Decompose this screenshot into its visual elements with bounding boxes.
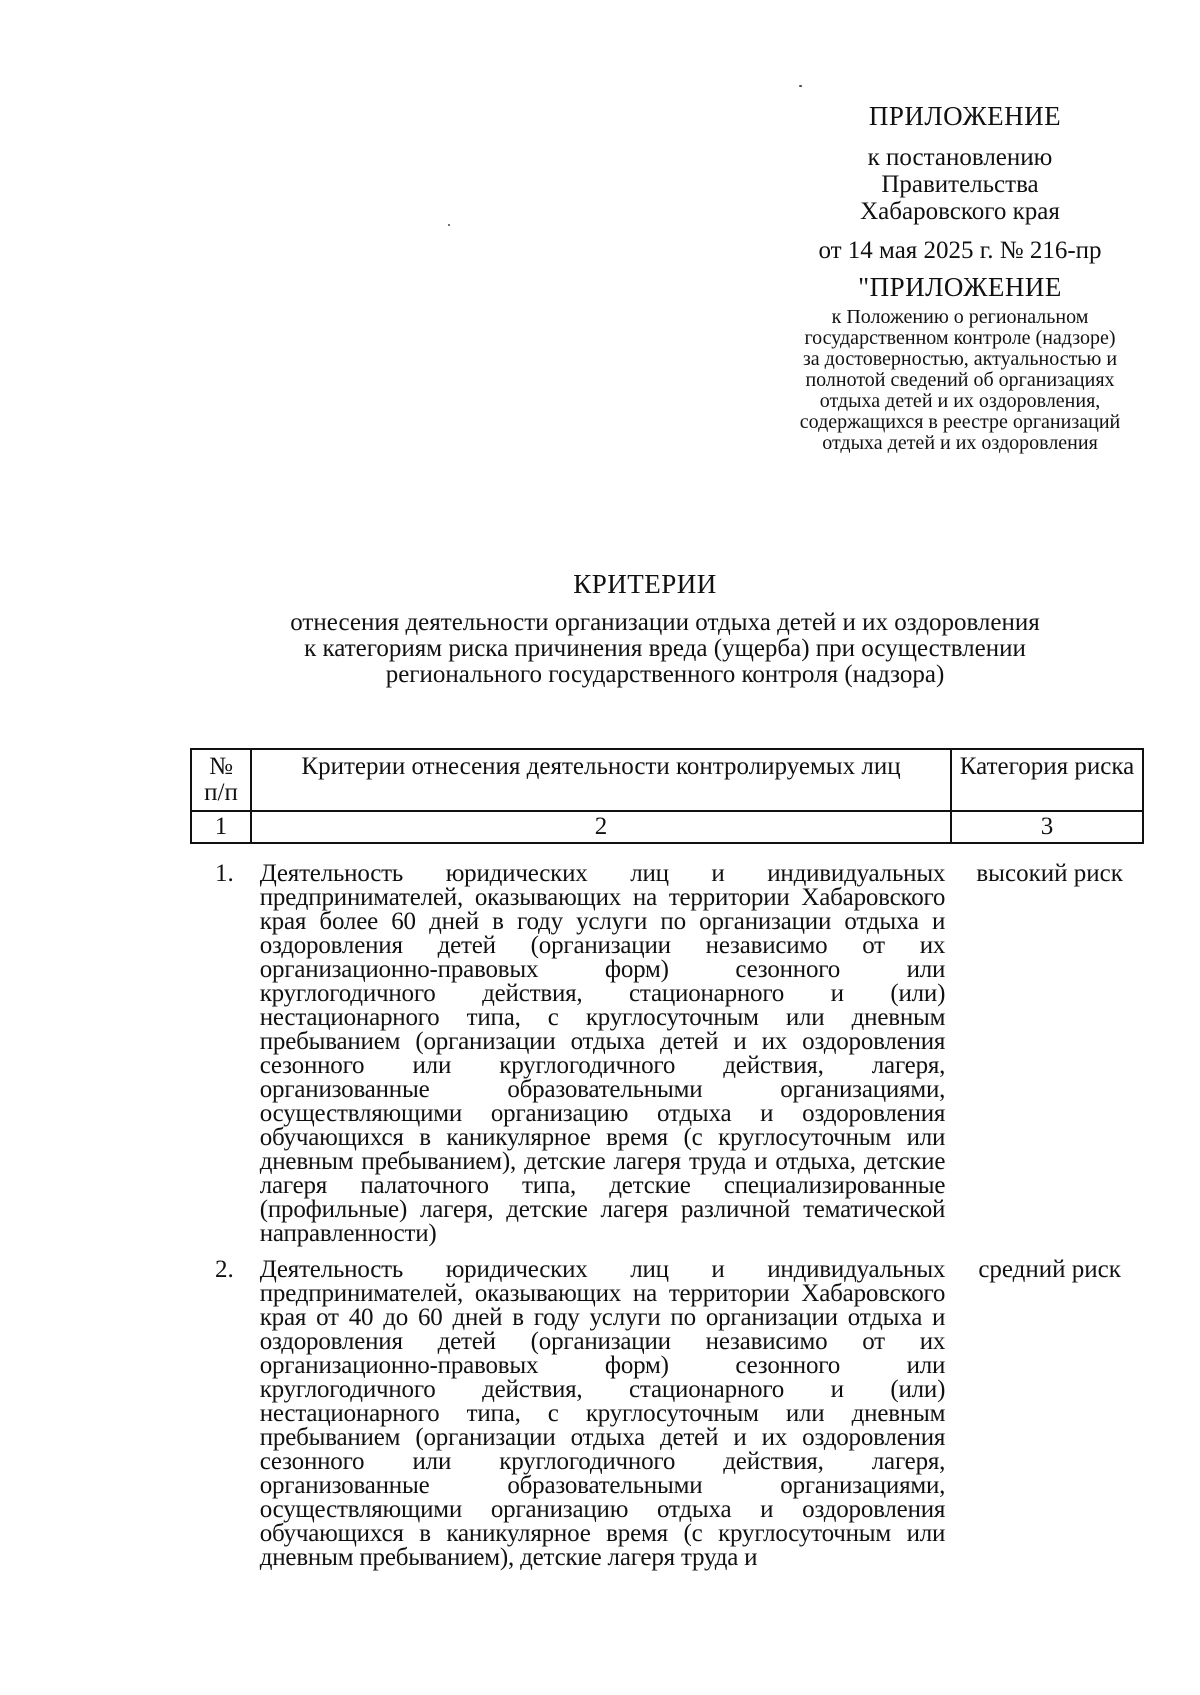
table-header-row	[191, 749, 1143, 811]
table-row	[190, 1258, 1144, 1570]
row-criteria-text: Деятельность юридических лиц и индивидуальных предпринимателей, оказывающих на территории Хабаровского края от 40 до 60 дней в году услуги по организации отдыха и оздоровления детей (организации независимо от их организационно-правовых форм) сезонного или круглогодичного действия, стационарного и (или) нестационарного типа, с круглосуточным или дневным пребыванием (организации отдыха детей и их оздоровления сезонного или круглогодичного действия, лагеря, организованные образовательными организациями, осуществляющими организацию отдыха и оздоровления обучающихся в каникулярное время (с круглосуточным или дневным пребыванием), детские лагеря труда и	[259, 1256, 946, 1571]
decree-line: к постановлению	[867, 144, 1053, 171]
document-header	[725, 100, 1195, 454]
criteria-subtitle	[200, 610, 1130, 688]
decree-date: от 14 мая 2025 г. № 216-пр	[818, 237, 1102, 264]
decree-line: Правительства	[881, 171, 1039, 198]
appendix2-line: за достоверностью, актуальностью и	[802, 348, 1118, 370]
header-no: № п/п	[191, 749, 251, 811]
appendix2-line: полнотой сведений об организациях	[805, 369, 1115, 391]
column-number: 3	[951, 811, 1143, 843]
scan-speck	[448, 224, 450, 226]
row-number: 1.	[214, 860, 234, 887]
criteria-rows	[190, 862, 1144, 1582]
scan-speck	[799, 85, 802, 87]
decree-reference	[725, 144, 1195, 225]
table-row	[190, 862, 1144, 1246]
appendix-title: ПРИЛОЖЕНИЕ	[868, 101, 1062, 131]
appendix2-line: отдыха детей и их оздоровления,	[819, 390, 1101, 412]
appendix2-line: отдыха детей и их оздоровления	[822, 432, 1098, 454]
appendix2-line: к Положению о региональном	[831, 306, 1089, 328]
appendix2-reference	[725, 307, 1195, 454]
appendix2-title: "ПРИЛОЖЕНИЕ	[858, 272, 1062, 302]
column-number-row	[191, 811, 1143, 843]
column-number: 2	[251, 811, 951, 843]
appendix2-line: содержащихся в реестре организаций	[799, 411, 1121, 433]
row-risk-category: средний риск	[978, 1256, 1121, 1283]
header-category: Категория риска	[951, 749, 1143, 811]
criteria-title: КРИТЕРИИ	[573, 569, 717, 599]
appendix2-line: государственном контроле (надзоре)	[804, 327, 1116, 349]
row-number: 2.	[214, 1256, 234, 1283]
criteria-table-header	[190, 748, 1144, 844]
criteria-subtitle-line: к категориям риска причинения вреда (ущерба) при осуществлении	[304, 635, 1026, 662]
decree-line: Хабаровского края	[860, 198, 1060, 225]
criteria-subtitle-line: регионального государственного контроля (надзора)	[385, 661, 945, 688]
header-criteria: Критерии отнесения деятельности контролируемых лиц	[251, 749, 951, 811]
column-number: 1	[191, 811, 251, 843]
row-criteria-text: Деятельность юридических лиц и индивидуальных предпринимателей, оказывающих на территории Хабаровского края более 60 дней в году услуги по организации отдыха и оздоровления детей (организации независимо от их организационно-правовых форм) сезонного или круглогодичного действия, стационарного и (или) нестационарного типа, с круглосуточным или дневным пребыванием (организации отдыха детей и их оздоровления сезонного или круглогодичного действия, лагеря, организованные образовательными организациями, осуществляющими организацию отдыха и оздоровления обучающихся в каникулярное время (с круглосуточным или дневным пребыванием), детские лагеря труда и отдыха, детские лагеря палаточного типа, детские специализированные (профильные) лагеря, детские лагеря различной тематической направленности)	[259, 860, 946, 1247]
criteria-subtitle-line: отнесения деятельности организации отдыха детей и их оздоровления	[290, 609, 1040, 636]
row-risk-category: высокий риск	[976, 860, 1123, 887]
